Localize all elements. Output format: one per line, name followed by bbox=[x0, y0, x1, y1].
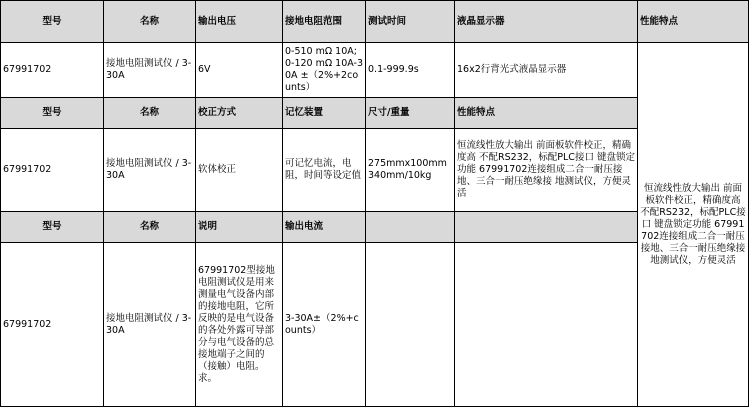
row1-model: 67991702 bbox=[1, 43, 104, 98]
row1-output-voltage: 6V bbox=[196, 43, 283, 98]
merged-features-cell: 恒流线性放大输出 前面板软件校正，精确度高 不配RS232，标配PLC接口 键盘锁定功能 67991702连接组成二合一耐压接地、三合一耐压绝缘接 地测试仪，方便灵活 bbox=[638, 43, 749, 407]
row2-calibration: 软体校正 bbox=[196, 129, 283, 212]
header-row-2 bbox=[1, 98, 749, 129]
row2-name: 接地电阻测试仪 / 3-30A bbox=[104, 129, 196, 212]
header-features: 性能特点 bbox=[638, 1, 749, 43]
header-model: 型号 bbox=[1, 1, 104, 43]
row3-empty-1 bbox=[366, 243, 455, 407]
row1-lcd: 16x2行背光式液晶显示器 bbox=[455, 43, 638, 98]
header2-size-weight: 尺寸/重量 bbox=[366, 98, 455, 129]
row2-size-weight: 275mmx100mm340mm/10kg bbox=[366, 129, 455, 212]
row3-empty-2 bbox=[455, 243, 638, 407]
row3-model: 67991702 bbox=[1, 243, 104, 407]
data-row-2 bbox=[1, 129, 749, 212]
row2-features: 恒流线性放大输出 前面板软件校正，精确度高 不配RS232，标配PLC接口 键盘锁定功能 67991702连接组成二合一耐压接地、三合一耐压绝缘接 地测试仪，方便灵活 bbox=[455, 129, 638, 212]
header2-memory: 记忆装置 bbox=[283, 98, 366, 129]
data-row-3 bbox=[1, 243, 749, 407]
header-output-voltage: 输出电压 bbox=[196, 1, 283, 43]
row3-output-current: 3-30A±（2%+counts） bbox=[283, 243, 366, 407]
header-lcd: 液晶显示器 bbox=[455, 1, 638, 43]
header-row-3 bbox=[1, 212, 749, 243]
row1-test-time: 0.1-999.9s bbox=[366, 43, 455, 98]
row1-ground-resistance-range: 0-510 mΩ 10A; 0-120 mΩ 10A-30A ±（2%+2counts） bbox=[283, 43, 366, 98]
row2-model: 67991702 bbox=[1, 129, 104, 212]
row2-memory: 可记忆电流，电阻，时间等设定值 bbox=[283, 129, 366, 212]
data-row-1 bbox=[1, 43, 749, 98]
header-row-1 bbox=[1, 1, 749, 43]
header-ground-resistance-range: 接地电阻范围 bbox=[283, 1, 366, 43]
header-test-time: 测试时间 bbox=[366, 1, 455, 43]
row3-name: 接地电阻测试仪 / 3-30A bbox=[104, 243, 196, 407]
header3-description: 说明 bbox=[196, 212, 283, 243]
header2-features: 性能特点 bbox=[455, 98, 638, 129]
row3-description: 67991702型接地电阻测试仪是用来测量电气设备内部的接地电阻，它所反映的是电气设备的各处外露可导部分与电气设备的总接地端子之间的（接触）电阻。求。 bbox=[196, 243, 283, 407]
header3-output-current: 输出电流 bbox=[283, 212, 366, 243]
header3-name: 名称 bbox=[104, 212, 196, 243]
header-name: 名称 bbox=[104, 1, 196, 43]
header3-empty-2 bbox=[455, 212, 638, 243]
header2-model: 型号 bbox=[1, 98, 104, 129]
row1-name: 接地电阻测试仪 / 3-30A bbox=[104, 43, 196, 98]
header2-name: 名称 bbox=[104, 98, 196, 129]
header2-calibration: 校正方式 bbox=[196, 98, 283, 129]
header3-empty-1 bbox=[366, 212, 455, 243]
header3-model: 型号 bbox=[1, 212, 104, 243]
